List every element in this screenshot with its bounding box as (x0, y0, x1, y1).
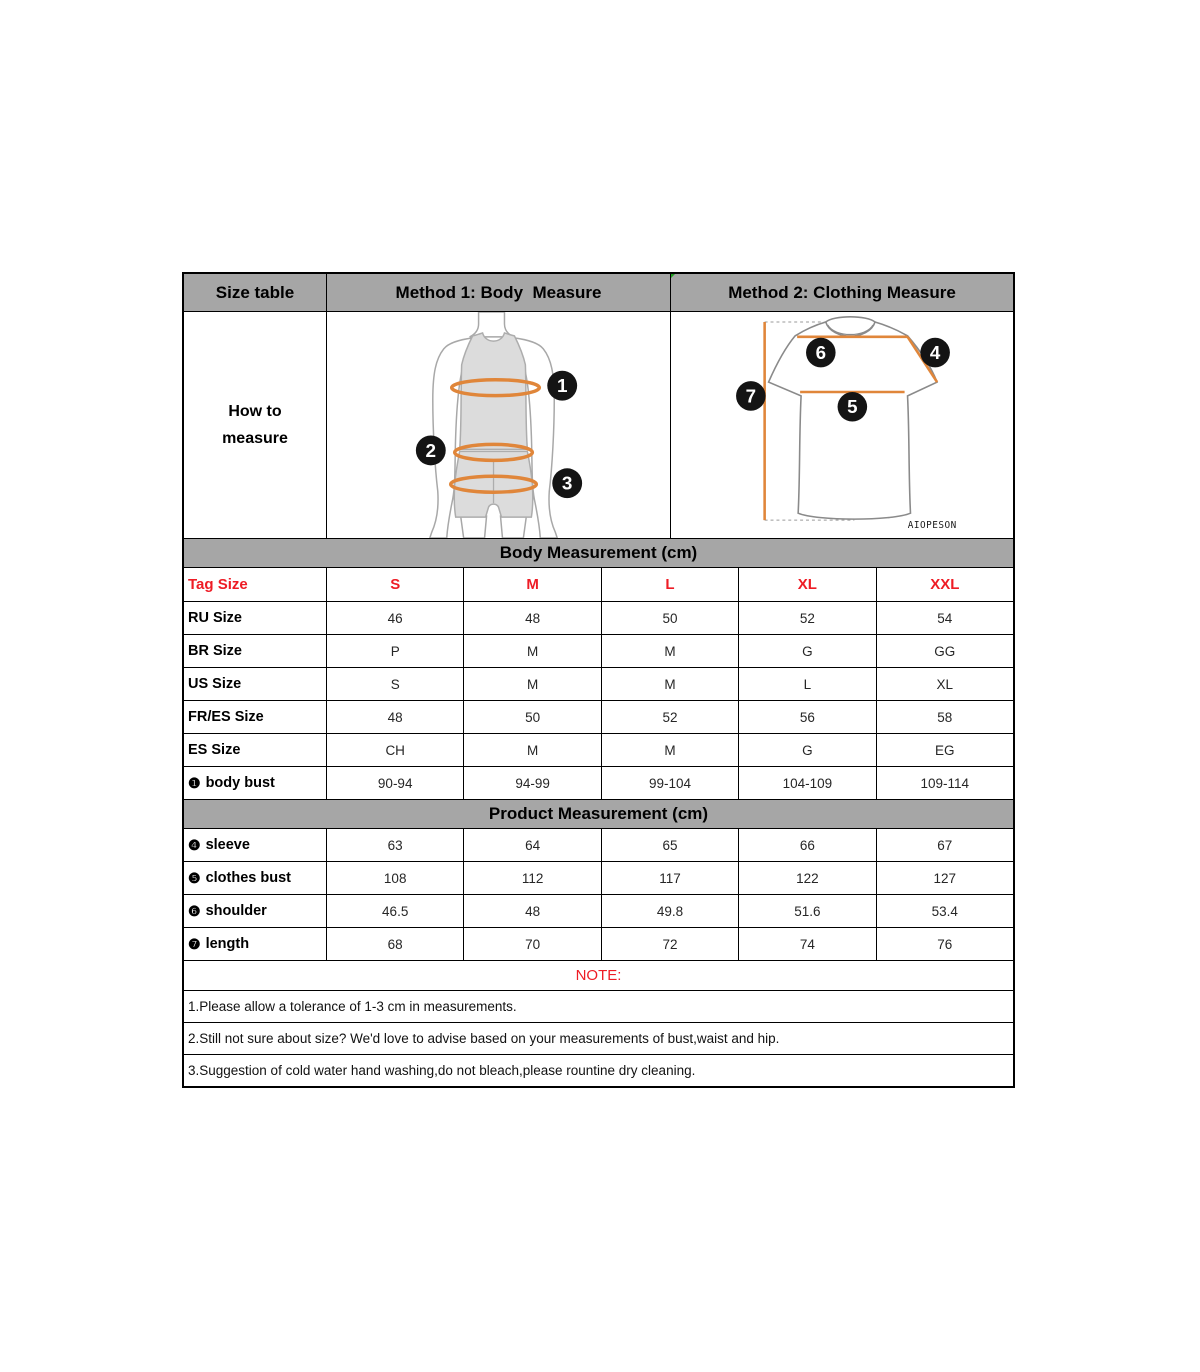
table-cell: M (463, 734, 600, 766)
svg-text:7: 7 (745, 385, 757, 407)
circled-number-icon: ❼ (188, 935, 201, 952)
circled-number-icon: ❺ (188, 869, 201, 886)
svg-text:1: 1 (556, 376, 568, 398)
note-title: NOTE: (184, 960, 1013, 990)
table-cell: 48 (463, 602, 600, 634)
table-cell: S (326, 668, 463, 700)
brand-logo: AIOPESON (907, 519, 957, 531)
row-label: ❻ shoulder (188, 902, 267, 919)
size-header: L (601, 568, 738, 601)
table-cell: 46.5 (326, 895, 463, 927)
note-item: 3.Suggestion of cold water hand washing,do not bleach,please rountine dry cleaning. (184, 1054, 1013, 1086)
table-row (184, 601, 1013, 634)
table-cell: M (601, 635, 738, 667)
table-cell: 64 (463, 829, 600, 861)
table-cell: 127 (876, 862, 1013, 894)
badge-2-icon (416, 435, 446, 465)
tag-size-row (184, 567, 1013, 601)
note-item: 2.Still not sure about size? We'd love to advise based on your measurements of bust,waist and hip. (184, 1022, 1013, 1054)
table-cell: 52 (601, 701, 738, 733)
row-label: US Size (188, 676, 242, 692)
table-cell: 70 (463, 928, 600, 960)
table-row (184, 667, 1013, 700)
table-cell: 50 (463, 701, 600, 733)
badge-1-icon (547, 371, 577, 401)
table-row (184, 700, 1013, 733)
table-cell: 54 (876, 602, 1013, 634)
row-label: ❺ clothes bust (188, 869, 291, 886)
row-label: ❹ sleeve (188, 836, 250, 853)
table-cell: 48 (326, 701, 463, 733)
table-cell: 52 (738, 602, 875, 634)
table-cell: 65 (601, 829, 738, 861)
table-cell: 68 (326, 928, 463, 960)
table-cell: M (463, 668, 600, 700)
table-cell: 48 (463, 895, 600, 927)
table-row (184, 927, 1013, 960)
table-cell: 63 (326, 829, 463, 861)
table-cell: 104-109 (738, 767, 875, 799)
row-label: ❼ length (188, 935, 250, 952)
row-label: FR/ES Size (188, 709, 264, 725)
table-cell: 49.8 (601, 895, 738, 927)
table-row (184, 894, 1013, 927)
table-cell: M (463, 635, 600, 667)
table-row (184, 634, 1013, 667)
table-cell: CH (326, 734, 463, 766)
table-cell: M (601, 734, 738, 766)
table-cell: 67 (876, 829, 1013, 861)
table-cell: 109-114 (876, 767, 1013, 799)
table-cell: 56 (738, 701, 875, 733)
table-row (184, 766, 1013, 799)
table-cell: 53.4 (876, 895, 1013, 927)
svg-text:3: 3 (561, 473, 573, 495)
header-method1: Method 1: Body Measure (326, 274, 670, 311)
table-cell: 90-94 (326, 767, 463, 799)
table-cell: 99-104 (601, 767, 738, 799)
table-row (184, 828, 1013, 861)
table-cell: GG (876, 635, 1013, 667)
table-cell: 74 (738, 928, 875, 960)
size-header: XXL (876, 568, 1013, 601)
table-cell: L (738, 668, 875, 700)
table-cell: G (738, 734, 875, 766)
table-cell: XL (876, 668, 1013, 700)
circled-number-icon: ❶ (188, 774, 201, 791)
table-cell: 51.6 (738, 895, 875, 927)
row-label: Tag Size (188, 576, 248, 593)
header-row (184, 274, 1013, 311)
row-label: BR Size (188, 643, 242, 659)
svg-text:2: 2 (425, 440, 437, 462)
size-header: XL (738, 568, 875, 601)
illustration-row (184, 311, 1013, 538)
body-measure-diagram (326, 312, 670, 538)
table-cell: 46 (326, 602, 463, 634)
table-cell: 94-99 (463, 767, 600, 799)
table-cell: M (601, 668, 738, 700)
tshirt-figure-icon (671, 312, 1013, 538)
table-cell: 76 (876, 928, 1013, 960)
table-row (184, 733, 1013, 766)
table-cell: 66 (738, 829, 875, 861)
table-cell: EG (876, 734, 1013, 766)
table-cell: P (326, 635, 463, 667)
badge-6-icon (806, 338, 836, 368)
badge-4-icon (920, 338, 950, 368)
body-measurement-title: Body Measurement (cm) (184, 538, 1013, 567)
circled-number-icon: ❹ (188, 836, 201, 853)
svg-text:4: 4 (929, 341, 941, 363)
product-measurement-title: Product Measurement (cm) (184, 799, 1013, 828)
table-cell: 108 (326, 862, 463, 894)
body-figure-icon (327, 312, 670, 538)
table-cell: 112 (463, 862, 600, 894)
size-header: S (326, 568, 463, 601)
row-label: ES Size (188, 742, 241, 758)
clothing-measure-diagram (670, 312, 1013, 538)
size-chart-table (182, 272, 1015, 1088)
circled-number-icon: ❻ (188, 902, 201, 919)
table-cell: 72 (601, 928, 738, 960)
table-cell: 122 (738, 862, 875, 894)
row-label: RU Size (188, 610, 242, 626)
header-size-table: Size table (215, 282, 295, 302)
table-cell: G (738, 635, 875, 667)
note-item: 1.Please allow a tolerance of 1-3 cm in measurements. (184, 990, 1013, 1022)
table-cell: 58 (876, 701, 1013, 733)
size-header: M (463, 568, 600, 601)
table-cell: 117 (601, 862, 738, 894)
badge-3-icon (552, 468, 582, 498)
how-to-measure-label: How to measure (222, 403, 288, 447)
row-label: ❶ body bust (188, 774, 275, 791)
header-method2-label: Method 2: Clothing Measure (728, 282, 956, 302)
badge-7-icon (736, 381, 766, 411)
badge-5-icon (838, 392, 868, 422)
svg-text:5: 5 (847, 396, 858, 418)
table-row (184, 861, 1013, 894)
table-cell: 50 (601, 602, 738, 634)
header-method2 (670, 274, 1013, 311)
svg-text:6: 6 (815, 341, 827, 363)
green-corner-flag-icon (670, 274, 675, 283)
